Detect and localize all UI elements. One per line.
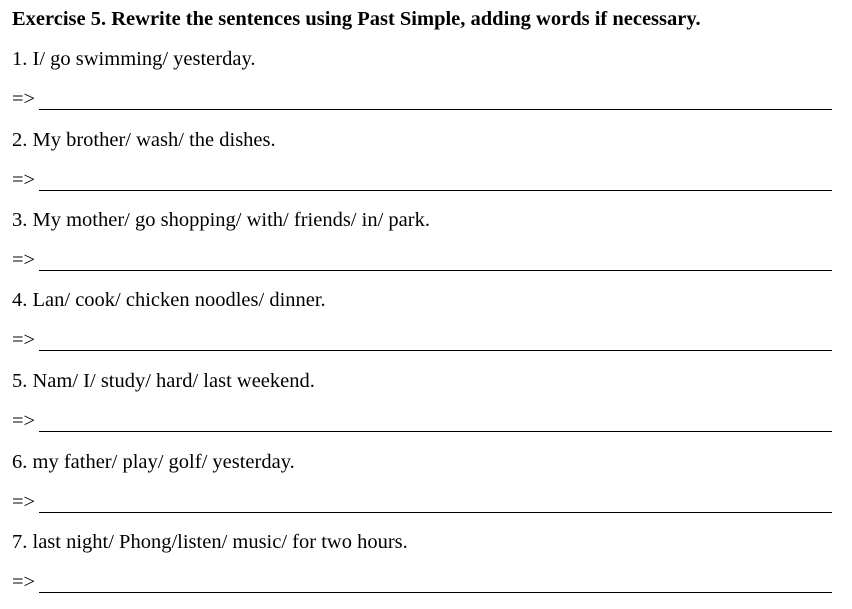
exercise-item-5 (12, 368, 832, 448)
exercise-title: Exercise 5. Rewrite the sentences using Past Simple, adding words if necessary. (12, 8, 701, 30)
exercise-item-6 (12, 449, 832, 529)
sentence-prompt-5: 5. Nam/ I/ study/ hard/ last weekend. (12, 370, 315, 392)
exercise-item-7 (12, 529, 832, 609)
answer-line-4[interactable] (39, 350, 832, 351)
answer-arrow: => (12, 169, 36, 191)
exercise-item-1 (12, 46, 832, 126)
answer-line-6[interactable] (39, 512, 832, 513)
exercise-item-2 (12, 127, 832, 207)
answer-row-5[interactable] (12, 408, 832, 434)
answer-row-4[interactable] (12, 327, 832, 353)
answer-row-6[interactable] (12, 489, 832, 515)
answer-row-7[interactable] (12, 569, 832, 595)
answer-line-2[interactable] (39, 190, 832, 191)
sentence-prompt-3: 3. My mother/ go shopping/ with/ friends/ in/ park. (12, 209, 430, 231)
answer-arrow: => (12, 571, 36, 593)
answer-line-7[interactable] (39, 592, 832, 593)
sentence-prompt-1: 1. I/ go swimming/ yesterday. (12, 48, 256, 70)
sentence-prompt-4: 4. Lan/ cook/ chicken noodles/ dinner. (12, 289, 326, 311)
sentence-prompt-2: 2. My brother/ wash/ the dishes. (12, 129, 276, 151)
answer-arrow: => (12, 410, 36, 432)
answer-line-1[interactable] (39, 109, 832, 110)
answer-arrow: => (12, 88, 36, 110)
answer-row-2[interactable] (12, 167, 832, 193)
answer-arrow: => (12, 329, 36, 351)
sentence-prompt-7: 7. last night/ Phong/listen/ music/ for two hours. (12, 531, 408, 553)
answer-row-3[interactable] (12, 247, 832, 273)
answer-arrow: => (12, 249, 36, 271)
exercise-item-4 (12, 287, 832, 367)
answer-arrow: => (12, 491, 36, 513)
answer-line-3[interactable] (39, 270, 832, 271)
answer-line-5[interactable] (39, 431, 832, 432)
answer-row-1[interactable] (12, 86, 832, 112)
sentence-prompt-6: 6. my father/ play/ golf/ yesterday. (12, 451, 295, 473)
exercise-item-3 (12, 207, 832, 287)
